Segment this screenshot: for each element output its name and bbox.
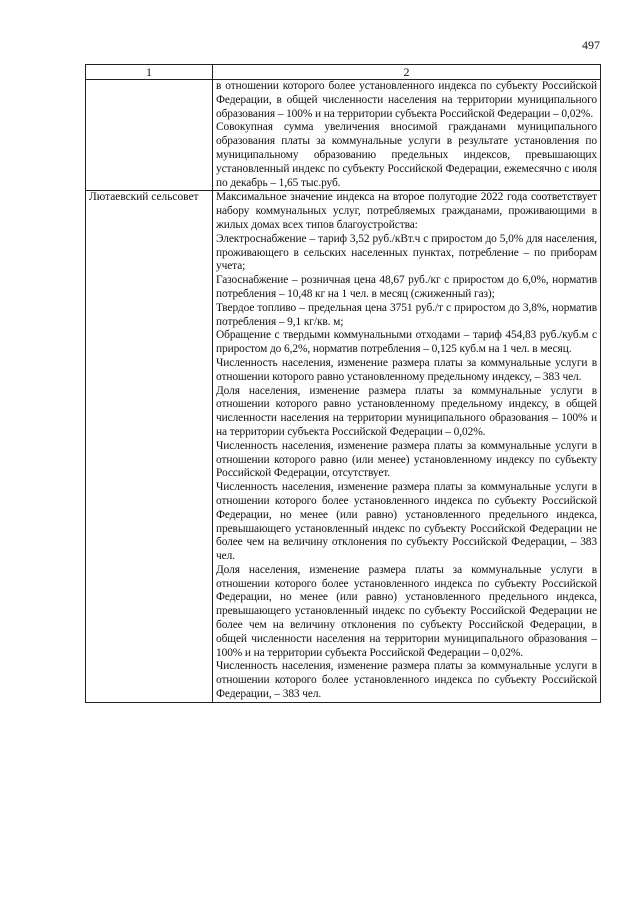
description-cell — [213, 80, 601, 191]
paragraph: Доля населения, изменение размера платы за коммунальные услуги в отношении которого равно установленному предельному индексу, в общей численности населения на территории муниципального образования – 100% и на территории субъекта Российской Федерации – 0,02%. — [216, 384, 597, 438]
paragraph: Максимальное значение индекса на второе полугодие 2022 года соответствует набору коммунальных услуг, потребляемых гражданами, проживающими в жилых домах всех типов благоустройства: — [216, 191, 597, 231]
paragraph: Газоснабжение – розничная цена 48,67 руб./кг с приростом до 6,0%, норматив потребления – 10,48 кг на 1 чел. в месяц (сжиженный газ); — [216, 274, 597, 300]
paragraph: Численность населения, изменение размера платы за коммунальные услуги в отношении которого более установленного индекса по субъекту Российской Федерации, но менее (или равно) установленного предельного индекса, превышающего установленный индекс по субъекту Российской Федерации не более чем на величину отклонения по субъекту Российской Федерации, – 383 чел. — [216, 481, 597, 563]
region-cell — [86, 80, 213, 191]
column-header: 1 — [86, 65, 213, 80]
document-table — [85, 64, 601, 703]
column-header: 2 — [213, 65, 601, 80]
table-row — [86, 80, 601, 191]
paragraph: Совокупная сумма увеличения вносимой гражданами муниципального образования платы за коммунальные услуги в результате установления по муниципальному образованию предельных индексов, превышающих установленный индекс по субъекту Российской Федерации, ежемесячно с июля по декабрь – 1,65 тыс.руб. — [216, 121, 597, 189]
paragraph: Численность населения, изменение размера платы за коммунальные услуги в отношении которого равно установленному предельному индексу, – 383 чел. — [216, 356, 597, 383]
description-cell — [213, 191, 601, 702]
paragraph: Электроснабжение – тариф 3,52 руб./кВт.ч с приростом до 5,0% для населения, проживающего в сельских населенных пунктах, потребление – по приборам учета; — [216, 232, 597, 273]
paragraph: Обращение с твердыми коммунальными отходами – тариф 454,83 руб./куб.м с приростом до 6,2%, норматив потребления – 0,125 куб.м на 1 чел. в месяц. — [216, 329, 597, 356]
table-row — [86, 191, 601, 702]
page-number: 497 — [582, 38, 600, 52]
paragraph: Численность населения, изменение размера платы за коммунальные услуги в отношении которого равно (или менее) установленному индексу по субъекту Российской Федерации, отсутствует. — [216, 439, 597, 480]
paragraph: Доля населения, изменение размера платы за коммунальные услуги в отношении которого более установленного индекса по субъекту Российской Федерации, но менее (или равно) установленного предельного индекса, превышающего установленный индекс по субъекту Российской Федерации не более чем на величину отклонения по субъекту Российской Федерации, в общей численности населения на территории муниципального образования – 100% и на территории субъекта Российской Федерации – 0,02%. — [216, 563, 597, 659]
table-header-row — [86, 65, 601, 80]
paragraph: Численность населения, изменение размера платы за коммунальные услуги в отношении которого более установленного индекса по субъекту Российской Федерации, – 383 чел. — [216, 660, 597, 701]
region-cell: Лютаевский сельсовет — [86, 191, 213, 702]
paragraph: в отношении которого более установленного индекса по субъекту Российской Федерации, в общей численности населения на территории муниципального образования – 100% и на территории субъекта Российской Федерации – 0,02%. — [216, 80, 597, 120]
paragraph: Твердое топливо – предельная цена 3751 руб./т с приростом до 3,8%, норматив потребления – 9,1 кг/кв. м; — [216, 301, 597, 328]
